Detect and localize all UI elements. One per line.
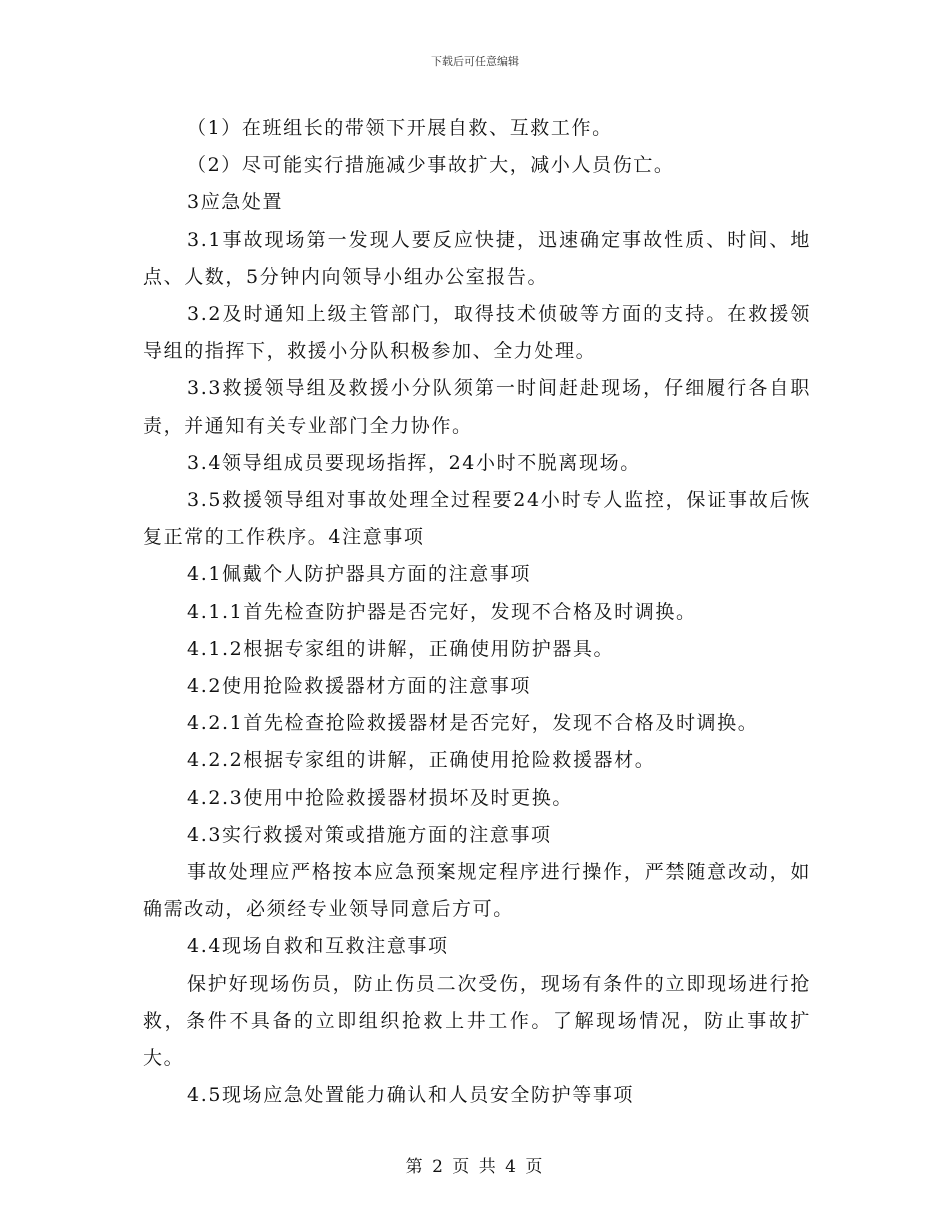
paragraph-4-5: 4.5现场应急处置能力确认和人员安全防护等事项 <box>187 1084 635 1107</box>
paragraph-4-4: 4.4现场自救和互救注意事项 <box>187 935 449 958</box>
paragraph-3-3: 3.3救援领导组及救援小分队须第一时间赶赴现场，仔细履行各自职责，并通知有关专业部门全力协作。 <box>143 377 811 437</box>
paragraph-4-1-1: 4.1.1首先检查防护器是否完好，发现不合格及时调换。 <box>187 600 697 623</box>
section-heading-3: 3应急处置 <box>187 191 284 214</box>
paragraph-3-2: 3.2及时通知上级主管部门，取得技术侦破等方面的支持。在救援领导组的指挥下，救援小分队积极参加、全力处理。 <box>143 303 811 363</box>
paragraph-4-1-2: 4.1.2根据专家组的讲解，正确使用防护器具。 <box>187 637 615 660</box>
paragraph-2: （2）尽可能实行措施减少事故扩大，减小人员伤亡。 <box>187 154 675 177</box>
paragraph-3-1: 3.1事故现场第一发现人要反应快捷，迅速确定事故性质、时间、地点、人数，5分钟内向领导小组办公室报告。 <box>143 228 811 288</box>
paragraph-3-5: 3.5救援领导组对事故处理全过程要24小时专人监控，保证事故后恢复正常的工作秩序。4注意事项 <box>143 489 811 549</box>
paragraph-4-2-3: 4.2.3使用中抢险救援器材损坏及时更换。 <box>187 786 573 809</box>
header-note: 下载后可任意编辑 <box>431 55 519 68</box>
page-number-footer: 第 2 页 共 4 页 <box>405 1157 545 1177</box>
paragraph-4-3-body: 事故处理应严格按本应急预案规定程序进行操作，严禁随意改动，如确需改动，必须经专业领导同意后方可。 <box>143 861 811 921</box>
paragraph-4-4-body: 保护好现场伤员，防止伤员二次受伤，现场有条件的立即现场进行抢救，条件不具备的立即组织抢救上井工作。了解现场情况，防止事故扩大。 <box>143 972 811 1070</box>
paragraph-4-2-1: 4.2.1首先检查抢险救援器材是否完好，发现不合格及时调换。 <box>187 712 759 735</box>
document-body <box>143 110 811 1114</box>
paragraph-4-3: 4.3实行救援对策或措施方面的注意事项 <box>187 823 552 846</box>
paragraph-4-2: 4.2使用抢险救援器材方面的注意事项 <box>187 675 532 698</box>
paragraph-1: （1）在班组长的带领下开展自救、互救工作。 <box>187 117 613 139</box>
paragraph-4-2-2: 4.2.2根据专家组的讲解，正确使用抢险救援器材。 <box>187 749 656 772</box>
paragraph-3-4: 3.4领导组成员要现场指挥，24小时不脱离现场。 <box>187 451 641 474</box>
paragraph-4-1: 4.1佩戴个人防护器具方面的注意事项 <box>187 563 532 586</box>
